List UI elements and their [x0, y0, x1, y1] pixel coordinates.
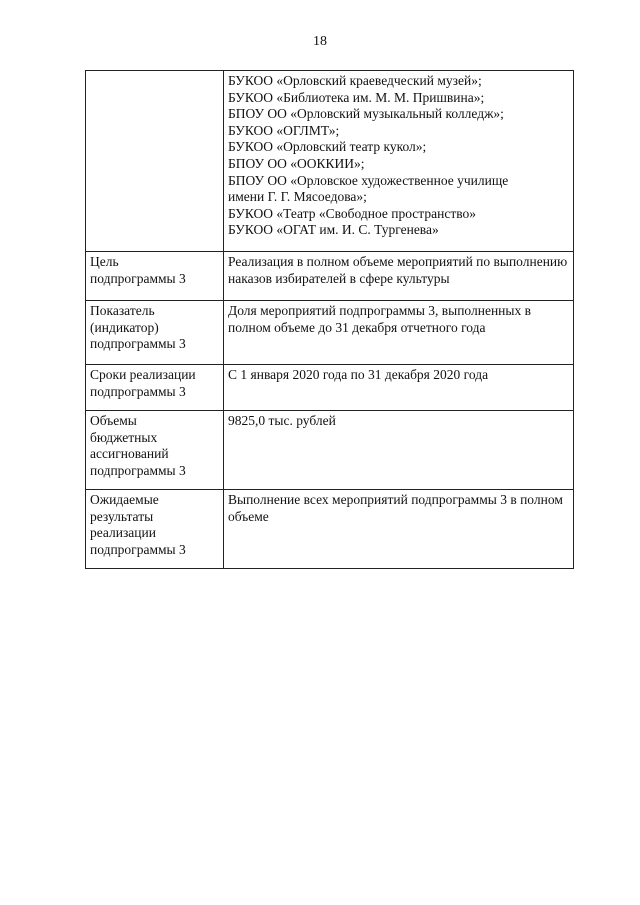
indicator-value: Доля мероприятий подпрограммы 3, выполненных в полном объеме до 31 декабря отчетного года — [228, 303, 531, 335]
executor-item: БУКОО «ОГЛМТ»; — [228, 122, 340, 138]
table-row-goal — [86, 252, 574, 301]
executor-item: БУКОО «Театр «Свободное пространство» — [228, 205, 476, 221]
subprogram-passport-table — [85, 70, 574, 569]
goal-value: Реализация в полном объеме мероприятий по выполнению наказов избирателей в сфере культуры — [228, 254, 568, 286]
indicator-value-cell — [224, 301, 574, 365]
goal-label-line: Цель — [90, 254, 119, 269]
executors-label-cell — [86, 71, 224, 252]
budget-label-line: бюджетных — [90, 429, 158, 445]
results-label-cell — [86, 490, 224, 569]
table-row-results — [86, 490, 574, 569]
results-value-cell — [224, 490, 574, 569]
budget-value: 9825,0 тыс. рублей — [228, 413, 336, 428]
timeline-value-cell — [224, 365, 574, 411]
goal-label-cell — [86, 252, 224, 301]
budget-value-cell — [224, 411, 574, 490]
indicator-label-line: Показатель — [90, 303, 155, 318]
results-label-line: реализации — [90, 525, 156, 541]
page-number: 18 — [313, 34, 327, 49]
table-row-timeline — [86, 365, 574, 411]
budget-label-line: Объемы — [90, 413, 137, 428]
timeline-value: С 1 января 2020 года по 31 декабря 2020 года — [228, 367, 489, 382]
indicator-label-line: (индикатор) — [90, 319, 159, 335]
goal-label-line: подпрограммы 3 — [90, 270, 186, 286]
results-value: Выполнение всех мероприятий подпрограммы 3 в полном объеме — [228, 492, 563, 524]
executor-item: БУКОО «Орловский театр кукол»; — [228, 139, 427, 155]
indicator-label-line: подпрограммы 3 — [90, 336, 186, 352]
goal-value-cell — [224, 252, 574, 301]
executor-item: БУКОО «Библиотека им. М. М. Пришвина»; — [228, 89, 485, 105]
executor-item: БУКОО «ОГАТ им. И. С. Тургенева» — [228, 222, 439, 238]
executor-item: имени Г. Г. Мясоедова»; — [228, 189, 367, 205]
executor-item: БПОУ ОО «ООККИИ»; — [228, 155, 365, 171]
table-row-budget — [86, 411, 574, 490]
executor-item: БПОУ ОО «Орловское художественное училище — [228, 172, 509, 188]
timeline-label-line: подпрограммы 3 — [90, 383, 186, 399]
executor-item: БПОУ ОО «Орловский музыкальный колледж»; — [228, 106, 504, 122]
indicator-label-cell — [86, 301, 224, 365]
budget-label-cell — [86, 411, 224, 490]
executor-item: БУКОО «Орловский краеведческий музей»; — [228, 73, 482, 88]
table-row-indicator — [86, 301, 574, 365]
budget-label-line: подпрограммы 3 — [90, 462, 186, 478]
results-label-line: подпрограммы 3 — [90, 541, 186, 557]
budget-label-line: ассигнований — [90, 446, 169, 462]
table-row-executors — [86, 71, 574, 252]
results-label-line: результаты — [90, 508, 154, 524]
timeline-label-line: Сроки реализации — [90, 367, 196, 382]
executors-value-cell — [224, 71, 574, 252]
timeline-label-cell — [86, 365, 224, 411]
results-label-line: Ожидаемые — [90, 492, 159, 507]
